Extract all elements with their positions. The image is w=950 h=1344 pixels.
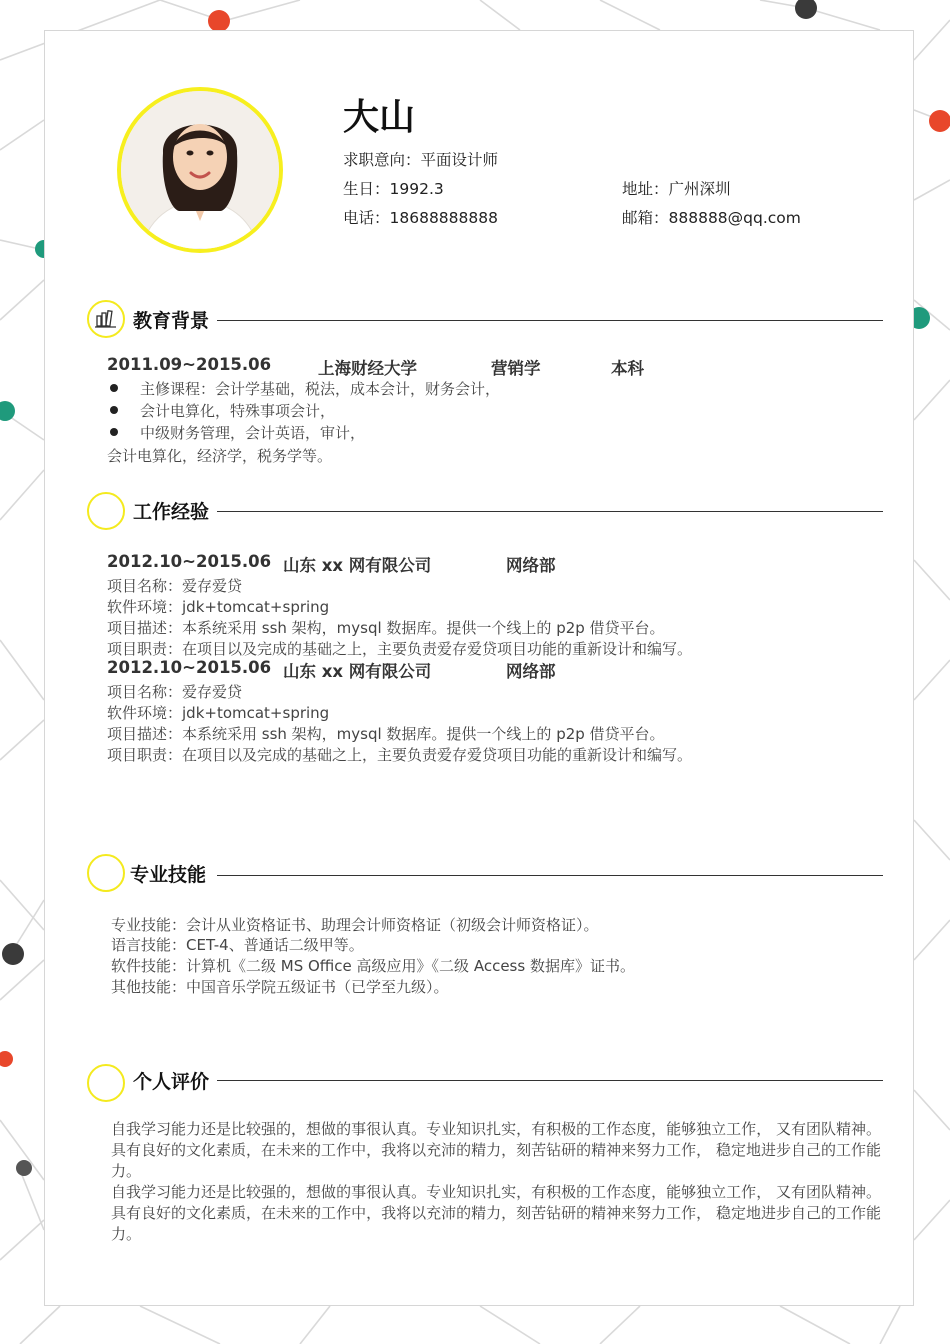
bullet-dot — [110, 384, 118, 392]
work-line: 项目职责：在项目以及完成的基础之上，主要负责爱存爱贷项目功能的重新设计和编写。 — [107, 746, 693, 764]
work-line: 软件环境：jdk+tomcat+spring — [107, 704, 330, 722]
phone: 电话：18688888888 — [343, 209, 498, 227]
work-line: 项目职责：在项目以及完成的基础之上，主要负责爱存爱贷项目功能的重新设计和编写。 — [107, 640, 693, 658]
work-line: 项目名称：爱存爱贷 — [107, 577, 243, 595]
bullet-dot — [110, 428, 118, 436]
education-icon — [87, 300, 125, 338]
skill-line: 其他技能：中国音乐学院五级证书（已学至九级）。 — [111, 978, 449, 996]
birth-date: 生日：1992.3 — [343, 180, 444, 198]
education-extra: 会计电算化，经济学，税务学等。 — [107, 447, 333, 465]
work-company: 山东 xx 网有限公司 — [283, 662, 432, 681]
evaluation-divider — [217, 1080, 883, 1081]
work-line: 软件环境：jdk+tomcat+spring — [107, 598, 330, 616]
email: 邮箱：888888@qq.com — [622, 209, 801, 227]
work-divider — [217, 511, 883, 512]
work-company: 山东 xx 网有限公司 — [283, 556, 432, 575]
work-line: 项目名称：爱存爱贷 — [107, 683, 243, 701]
skills-icon — [87, 854, 125, 892]
education-bullet: 主修课程：会计学基础，税法，成本会计，财务会计， — [140, 380, 501, 398]
work-department: 网络部 — [506, 556, 556, 575]
work-line: 项目描述：本系统采用 ssh 架构，mysql 数据库。提供一个线上的 p2p 借贷平台。 — [107, 619, 665, 637]
evaluation-paragraph: 自我学习能力还是比较强的，想做的事很认真。专业知识扎实，有积极的工作态度，能够独立工作， 又有团队精神。具有良好的文化素质，在未来的工作中，我将以充沛的精力，刻苦钻研的精神来努力工作， 稳定地进步自己的工作能力。 — [111, 1120, 881, 1180]
profile-photo — [117, 87, 283, 253]
work-department: 网络部 — [506, 662, 556, 681]
education-divider — [217, 320, 883, 321]
skills-title: 专业技能 — [130, 864, 207, 886]
work-title: 工作经验 — [133, 501, 210, 523]
resume-page — [44, 30, 914, 1306]
education-major: 营销学 — [491, 359, 541, 378]
education-period: 2011.09~2015.06 — [107, 355, 272, 374]
candidate-name: 大山 — [343, 97, 416, 138]
education-bullet: 中级财务管理，会计英语，审计， — [140, 424, 366, 442]
work-icon — [87, 492, 125, 530]
evaluation-paragraph: 自我学习能力还是比较强的，想做的事很认真。专业知识扎实，有积极的工作态度，能够独立工作， 又有团队精神。具有良好的文化素质，在未来的工作中，我将以充沛的精力，刻苦钻研的精神来努力工作， 稳定地进步自己的工作能力。 — [111, 1183, 881, 1243]
skill-line: 专业技能：会计从业资格证书、助理会计师资格证（初级会计师资格证）。 — [111, 916, 599, 934]
skills-divider — [217, 875, 883, 876]
evaluation-title: 个人评价 — [133, 1071, 210, 1093]
portrait-illustration — [121, 91, 279, 249]
job-intention: 求职意向：平面设计师 — [343, 151, 499, 169]
skill-line: 语言技能：CET-4、普通话二级甲等。 — [111, 936, 364, 954]
evaluation-icon — [87, 1064, 125, 1102]
books-icon — [89, 302, 123, 336]
education-bullet: 会计电算化，特殊事项会计， — [140, 402, 336, 420]
address: 地址：广州深圳 — [622, 180, 731, 198]
education-school: 上海财经大学 — [318, 359, 417, 378]
bullet-dot — [110, 406, 118, 414]
evaluation-text — [111, 1119, 881, 1245]
work-period: 2012.10~2015.06 — [107, 658, 272, 677]
skill-line: 软件技能：计算机《二级 MS Office 高级应用》《二级 Access 数据库》证书。 — [111, 957, 635, 975]
work-line: 项目描述：本系统采用 ssh 架构，mysql 数据库。提供一个线上的 p2p 借贷平台。 — [107, 725, 665, 743]
work-period: 2012.10~2015.06 — [107, 552, 272, 571]
education-title: 教育背景 — [133, 310, 210, 332]
education-degree: 本科 — [611, 359, 644, 378]
